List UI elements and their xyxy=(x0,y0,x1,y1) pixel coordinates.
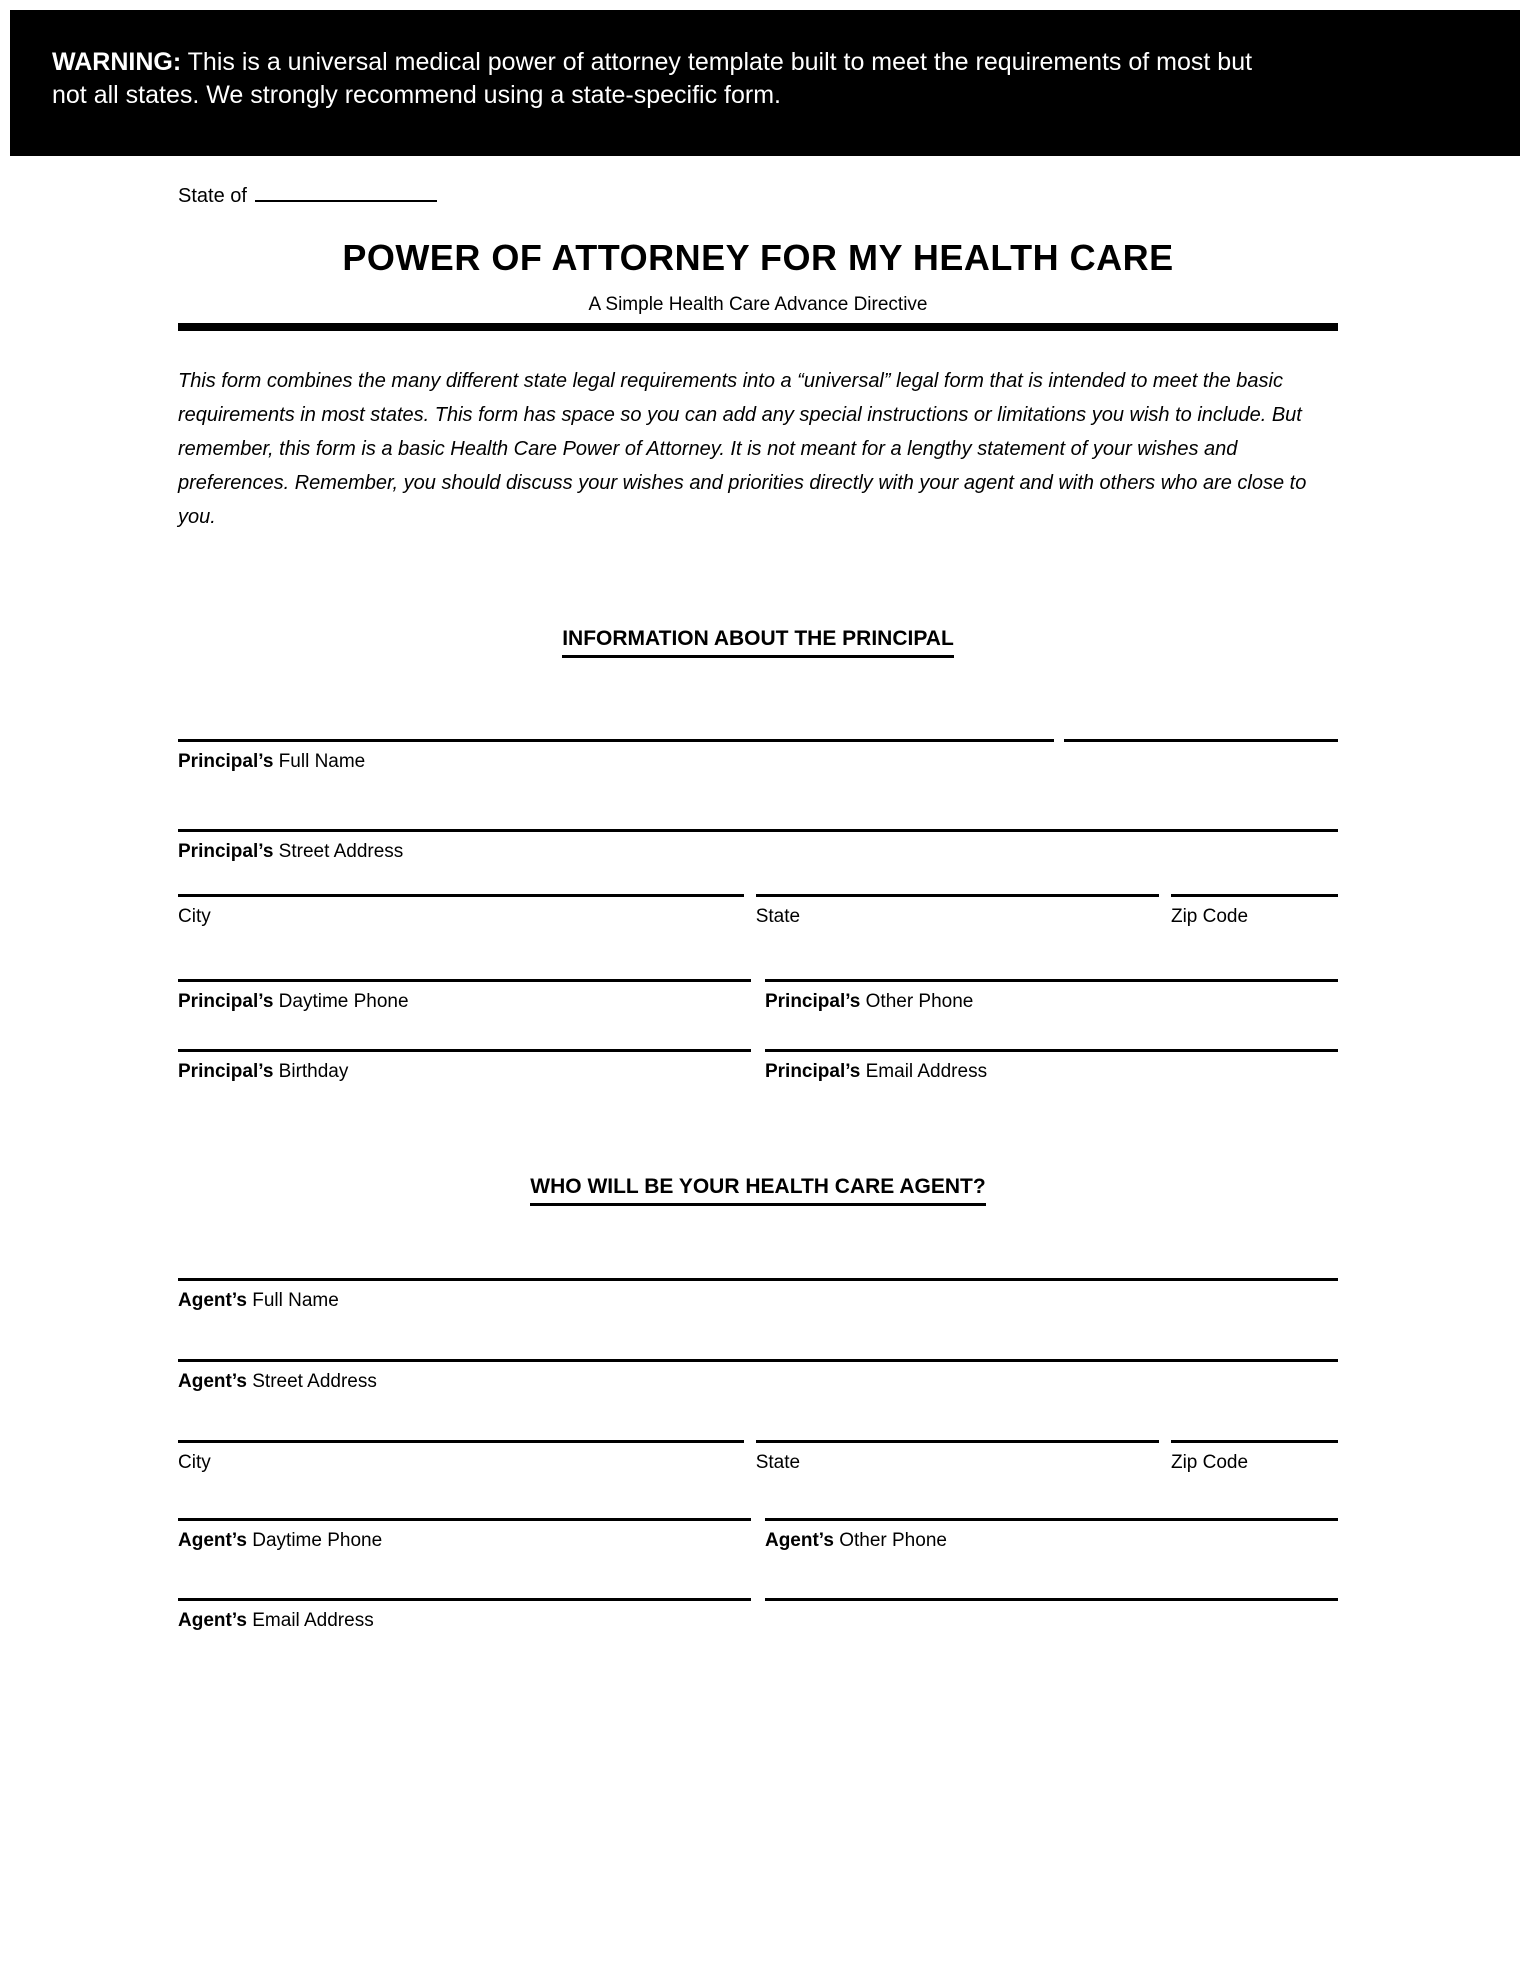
label-bold: Agent’s xyxy=(178,1290,247,1311)
agent-daytime-phone-label xyxy=(178,1530,382,1551)
label-bold: Principal’s xyxy=(178,841,274,862)
agent-zip-field[interactable] xyxy=(1171,1440,1338,1475)
label-bold: Principal’s xyxy=(178,751,274,772)
agent-other-phone-label xyxy=(765,1530,947,1551)
state-of-field[interactable] xyxy=(255,182,437,202)
agent-daytime-phone-field[interactable] xyxy=(178,1518,751,1553)
agent-phones-row xyxy=(178,1518,1338,1553)
principal-other-phone-label xyxy=(765,991,973,1012)
label-text: Other Phone xyxy=(860,991,974,1012)
agent-email-label xyxy=(178,1610,374,1631)
principal-zip-label: Zip Code xyxy=(1170,906,1249,927)
principal-birthday-field[interactable] xyxy=(178,1049,751,1084)
label-text: Daytime Phone xyxy=(246,1530,383,1551)
label-text: Email Address xyxy=(860,1061,988,1082)
label-bold: Agent’s xyxy=(764,1530,834,1551)
label-bold: Agent’s xyxy=(178,1610,247,1631)
label-text: Daytime Phone xyxy=(273,991,409,1012)
label-text: Email Address xyxy=(246,1610,374,1631)
principal-full-name-label xyxy=(178,751,365,772)
label-bold: Principal’s xyxy=(764,991,861,1012)
agent-state-label: State xyxy=(755,1452,801,1473)
principal-street-address-label xyxy=(178,841,403,862)
label-text: Birthday xyxy=(273,1061,349,1082)
label-bold: Principal’s xyxy=(178,991,274,1012)
label-text: Full Name xyxy=(273,751,366,772)
principal-phones-row xyxy=(178,979,1338,1014)
principal-zip-field[interactable] xyxy=(1171,894,1338,929)
warning-body: This is a universal medical power of attorney template built to meet the requirements of most but not all states. We strongly recommend using a state-specific form. xyxy=(52,48,1253,109)
agent-city-field[interactable] xyxy=(178,1440,744,1475)
agent-section-heading: WHO WILL BE YOUR HEALTH CARE AGENT? xyxy=(178,1174,1338,1206)
title-divider xyxy=(178,323,1338,331)
principal-name-extra-field[interactable] xyxy=(1064,739,1338,774)
agent-zip-label: Zip Code xyxy=(1170,1452,1249,1473)
agent-city-label: City xyxy=(178,1452,211,1473)
principal-full-name-field[interactable] xyxy=(178,739,1054,774)
principal-email-field[interactable] xyxy=(765,1049,1338,1084)
agent-other-phone-field[interactable] xyxy=(765,1518,1338,1553)
form-subtitle: A Simple Health Care Advance Directive xyxy=(588,294,928,315)
principal-daytime-phone-label xyxy=(178,991,409,1012)
agent-city-state-zip-row xyxy=(178,1440,1338,1475)
agent-email-row xyxy=(178,1598,1338,1633)
state-of-row xyxy=(178,182,1338,209)
principal-birthday-label xyxy=(178,1061,348,1082)
agent-full-name-label xyxy=(178,1290,339,1311)
label-text: Full Name xyxy=(246,1290,339,1311)
warning-text xyxy=(52,46,1262,112)
agent-email-field[interactable] xyxy=(178,1598,751,1633)
agent-full-name-row xyxy=(178,1278,1338,1313)
principal-section-heading: INFORMATION ABOUT THE PRINCIPAL xyxy=(178,626,1338,658)
label-text: Other Phone xyxy=(833,1530,947,1551)
principal-state-label: State xyxy=(755,906,801,927)
principal-street-address-field[interactable] xyxy=(178,829,1338,864)
agent-street-address-label xyxy=(178,1371,377,1392)
principal-city-field[interactable] xyxy=(178,894,744,929)
principal-other-phone-field[interactable] xyxy=(765,979,1338,1014)
label-text: Street Address xyxy=(246,1371,377,1392)
principal-daytime-phone-field[interactable] xyxy=(178,979,751,1014)
principal-city-state-zip-row xyxy=(178,894,1338,929)
warning-banner xyxy=(10,10,1520,156)
label-bold: Agent’s xyxy=(178,1371,247,1392)
label-bold: Principal’s xyxy=(764,1061,861,1082)
unlabeled-field[interactable] xyxy=(765,1598,1338,1633)
warning-label: WARNING: xyxy=(52,48,182,76)
agent-street-address-row xyxy=(178,1359,1338,1394)
label-bold: Principal’s xyxy=(178,1061,274,1082)
label-text: Street Address xyxy=(273,841,404,862)
agent-street-address-field[interactable] xyxy=(178,1359,1338,1394)
principal-email-label xyxy=(765,1061,987,1082)
principal-city-label: City xyxy=(178,906,211,927)
intro-paragraph: This form combines the many different state legal requirements into a “universal” legal form that is intended to meet the basic requirements in most states. This form has space so you can add any special instructions or limitations you wish to include. But remember, this form is a basic Health Care Power of Attorney. It is not meant for a lengthy statement of your wishes and preferences. Remember, you should discuss your wishes and priorities directly with your agent and with others who are close to you. xyxy=(178,370,1307,528)
principal-state-field[interactable] xyxy=(756,894,1160,929)
principal-birthday-email-row xyxy=(178,1049,1338,1084)
agent-full-name-field[interactable] xyxy=(178,1278,1338,1313)
label-bold: Agent’s xyxy=(178,1530,247,1551)
agent-state-field[interactable] xyxy=(756,1440,1160,1475)
form-title: POWER OF ATTORNEY FOR MY HEALTH CARE xyxy=(342,237,1174,278)
state-of-label: State of xyxy=(178,185,247,207)
principal-full-name-row xyxy=(178,739,1338,774)
principal-street-address-row xyxy=(178,829,1338,864)
